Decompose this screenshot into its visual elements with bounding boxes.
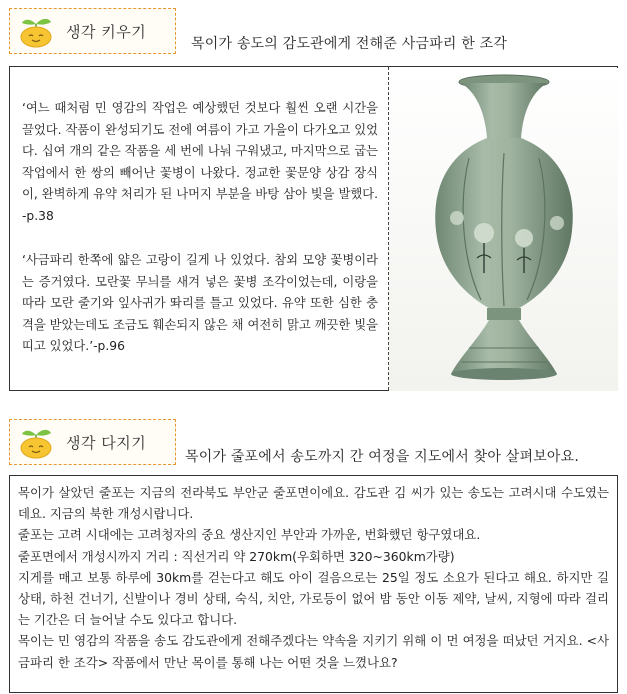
excerpt-box: [9, 66, 618, 391]
sprout-icon: [16, 14, 56, 48]
section-badge-grow: [9, 8, 176, 54]
info-paragraph: 줄포는 고려 시대에는 고려청자의 중요 생산지인 부안과 가까운, 번화했던 항구였대요.: [18, 527, 481, 543]
info-paragraph: 지게를 매고 보통 하루에 30km를 걷는다고 해도 아이 걸음으로는 25일 정도 소요가 된다고 해요. 하지만 길 상태, 하천 건너기, 신발이나 경비 상태, 숙식, 치안, 가로등이 없어 밤 동안 이동 제약, 날씨, 지형에 따라 걸리는 기간은 더 늘어날 수도 있다고 합니다.: [18, 569, 609, 628]
celadon-vase-image: [389, 68, 616, 389]
info-paragraph: 목이는 민 영감의 작품을 송도 감도관에게 전해주겠다는 약속을 지키기 위해 이 먼 여정을 떠났던 거지요. <사금파리 한 조각> 작품에서 만난 목이를 통해 나는 어떤 것을 느꼈나요?: [18, 633, 609, 670]
section-badge-strengthen: [9, 419, 176, 465]
excerpt-quote-p96: ‘사금파리 한쪽에 얇은 고랑이 길게 나 있었다. 참외 모양 꽃병이라는 증거였다. 모란꽃 무늬를 새겨 넣은 꽃병 조각이었는데, 이랑을 따라 모란 줄기와 잎사귀가 똬리를 틀고 있었다. 유약 또한 심한 충격을 받았는데도 조금도 훼손되지 않은 채 여전히 맑고 깨끗한 빛을 띠고 있었다.’-p.96: [22, 253, 378, 353]
sprout-icon: [16, 425, 56, 459]
section-subtitle: 목이가 송도의 감도관에게 전해준 사금파리 한 조각: [191, 36, 508, 52]
section-subtitle: 목이가 줄포에서 송도까지 간 여정을 지도에서 찾아 살펴보아요.: [185, 449, 580, 465]
info-paragraph: 목이가 살았던 줄포는 지금의 전라북도 부안군 줄포면이에요. 감도관 김 씨가 있는 송도는 고려시대 수도였는데요. 지금의 북한 개성시랍니다.: [18, 485, 609, 522]
section-title: 생각 키우기: [66, 22, 147, 41]
info-paragraph: 줄포면에서 개성시까지 거리 : 직선거리 약 270km(우회하면 320~360km가량): [18, 548, 455, 564]
journey-info-box: [9, 475, 618, 693]
excerpt-quote-p38: ‘여느 때처럼 민 영감의 작업은 예상했던 것보다 훨씬 오랜 시간을 끌었다. 작품이 완성되기도 전에 여름이 가고 가을이 다가오고 있었다. 십여 개의 같은 작품을 세 번에 나눠 구워냈고, 마지막으로 굽는 작업에서 한 쌍의 빼어난 꽃병이 나왔다. 정교한 꽃문양 상감 장식이, 완벽하게 유약 처리가 된 나머지 부분을 바탕 삼아 빛을 발했다. -p.38: [22, 101, 378, 223]
section-title: 생각 다지기: [66, 433, 147, 452]
